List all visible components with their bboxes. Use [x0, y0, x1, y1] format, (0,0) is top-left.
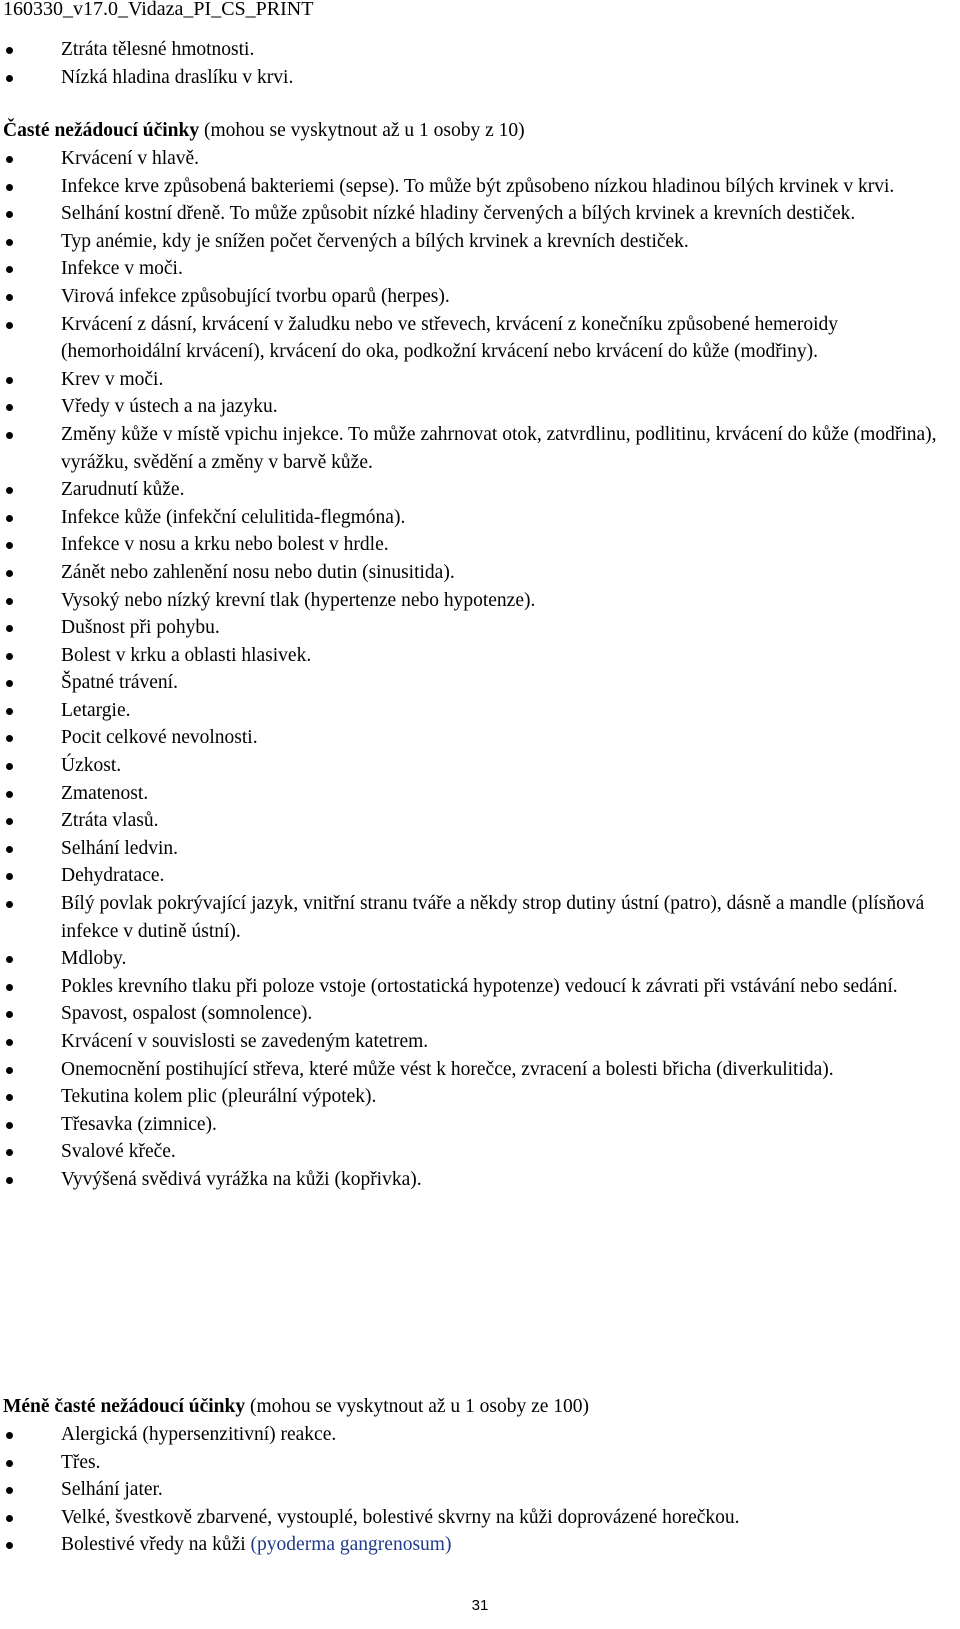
list-item-text: Bolestivé vředy na kůži [61, 1534, 251, 1556]
list-item: Dehydratace. [0, 862, 960, 890]
list-item: Mdloby. [0, 945, 960, 973]
list-item: Vředy v ústech a na jazyku. [0, 393, 960, 421]
list-item: Krev v moči. [0, 366, 960, 394]
uncommon-effects-list [0, 1421, 960, 1559]
list-item: Onemocnění postihující střeva, které může vést k horečce, zvracení a bolesti břicha (diverkulitida). [0, 1056, 960, 1084]
list-item: Krvácení z dásní, krvácení v žaludku nebo ve střevech, krvácení z konečníku způsobené hemeroidy (hemorhoidální krvácení), krvácení do oka, podkožní krvácení nebo krvácení do kůže (modřiny). [0, 311, 960, 366]
list-item: Virová infekce způsobující tvorbu oparů (herpes). [0, 283, 960, 311]
document-id-header: 160330_v17.0_Vidaza_PI_CS_PRINT [3, 0, 314, 20]
list-item: Zánět nebo zahlenění nosu nebo dutin (sinusitida). [0, 559, 960, 587]
list-item: Bolest v krku a oblasti hlasivek. [0, 642, 960, 670]
list-item: Ztráta tělesné hmotnosti. [0, 36, 960, 64]
list-item: Třesavka (zimnice). [0, 1111, 960, 1139]
uncommon-effects-heading-frequency: (mohou se vyskytnout až u 1 osoby ze 100) [245, 1396, 590, 1417]
list-item: Selhání jater. [0, 1476, 960, 1504]
list-item: Typ anémie, kdy je snížen počet červených a bílých krvinek a krevních destiček. [0, 228, 960, 256]
common-effects-heading [3, 117, 525, 145]
list-item: Velké, švestkově zbarvené, vystouplé, bolestivé skvrny na kůži doprovázené horečkou. [0, 1504, 960, 1532]
list-item: Svalové křeče. [0, 1138, 960, 1166]
list-item: Bílý povlak pokrývající jazyk, vnitřní stranu tváře a někdy strop dutiny ústní (patro), dásně a mandle (plísňová infekce v dutině ústní). [0, 890, 960, 945]
common-effects-heading-frequency: (mohou se vyskytnout až u 1 osoby z 10) [199, 120, 525, 141]
list-item: Tekutina kolem plic (pleurální výpotek). [0, 1083, 960, 1111]
list-item: Pocit celkové nevolnosti. [0, 724, 960, 752]
list-item: Pokles krevního tlaku při poloze vstoje (ortostatická hypotenze) vedoucí k závrati při vstávání nebo sedání. [0, 973, 960, 1001]
uncommon-effects-heading [3, 1393, 589, 1421]
list-item: Letargie. [0, 697, 960, 725]
list-item: Ztráta vlasů. [0, 807, 960, 835]
list-item: Spavost, ospalost (somnolence). [0, 1000, 960, 1028]
list-item: Alergická (hypersenzitivní) reakce. [0, 1421, 960, 1449]
list-item: Infekce kůže (infekční celulitida-flegmóna). [0, 504, 960, 532]
list-item: Krvácení v hlavě. [0, 145, 960, 173]
common-effects-list [0, 145, 960, 1194]
list-item: Změny kůže v místě vpichu injekce. To může zahrnovat otok, zatvrdlinu, podlitinu, krvácení do kůže (modřina), vyrážku, svědění a změny v barvě kůže. [0, 421, 960, 476]
list-item: Selhání kostní dřeně. To může způsobit nízké hladiny červených a bílých krvinek a krevních destiček. [0, 200, 960, 228]
pyoderma-term: (pyoderma gangrenosum) [250, 1534, 452, 1556]
list-item: Infekce v nosu a krku nebo bolest v hrdle. [0, 531, 960, 559]
list-item: Špatné trávení. [0, 669, 960, 697]
list-item: Úzkost. [0, 752, 960, 780]
list-item: Vyvýšená svědivá vyrážka na kůži (kopřivka). [0, 1166, 960, 1194]
list-item: Infekce v moči. [0, 255, 960, 283]
list-item: Zarudnutí kůže. [0, 476, 960, 504]
list-item: Vysoký nebo nízký krevní tlak (hypertenze nebo hypotenze). [0, 587, 960, 615]
uncommon-effects-heading-bold: Méně časté nežádoucí účinky [3, 1396, 246, 1417]
list-item: Infekce krve způsobená bakteriemi (sepse). To může být způsobeno nízkou hladinou bílých krvinek v krvi. [0, 173, 960, 201]
list-item: Zmatenost. [0, 780, 960, 808]
page-number: 31 [471, 1597, 489, 1614]
list-item [0, 1531, 960, 1559]
common-effects-heading-bold: Časté nežádoucí účinky [3, 120, 200, 141]
list-item: Krvácení v souvislosti se zavedeným katetrem. [0, 1028, 960, 1056]
list-item: Selhání ledvin. [0, 835, 960, 863]
list-item: Dušnost při pohybu. [0, 614, 960, 642]
top-bullet-list [0, 36, 960, 91]
list-item: Třes. [0, 1449, 960, 1477]
list-item: Nízká hladina draslíku v krvi. [0, 64, 960, 92]
